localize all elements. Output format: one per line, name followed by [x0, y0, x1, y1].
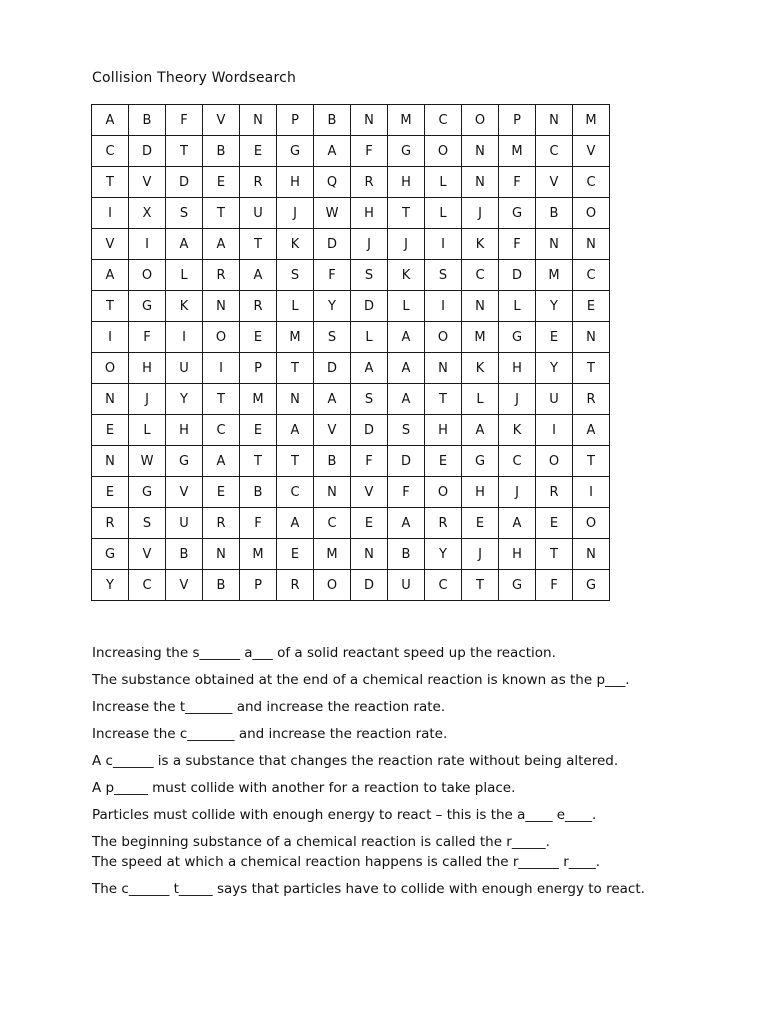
clue-list — [92, 644, 692, 907]
grid-cell: F — [351, 136, 388, 167]
clue-item: The c______ t_____ says that particles have to collide with enough energy to react. — [92, 881, 645, 897]
grid-cell: L — [425, 198, 462, 229]
clue-item: The substance obtained at the end of a chemical reaction is known as the p___. — [92, 672, 630, 688]
grid-row — [92, 167, 610, 198]
grid-cell: J — [499, 384, 536, 415]
grid-cell: L — [462, 384, 499, 415]
grid-cell: F — [129, 322, 166, 353]
grid-cell: N — [240, 105, 277, 136]
grid-cell: R — [425, 508, 462, 539]
grid-cell: I — [425, 229, 462, 260]
grid-cell: I — [166, 322, 203, 353]
grid-cell: R — [92, 508, 129, 539]
clue-item: Increase the c_______ and increase the reaction rate. — [92, 726, 448, 742]
grid-cell: G — [499, 198, 536, 229]
grid-row — [92, 136, 610, 167]
grid-cell: I — [129, 229, 166, 260]
grid-cell: G — [573, 570, 610, 601]
grid-cell: J — [499, 477, 536, 508]
grid-cell: E — [240, 322, 277, 353]
grid-cell: M — [536, 260, 573, 291]
grid-cell: N — [203, 291, 240, 322]
grid-cell: D — [314, 353, 351, 384]
grid-cell: A — [573, 415, 610, 446]
grid-row — [92, 229, 610, 260]
grid-cell: K — [462, 229, 499, 260]
grid-cell: E — [203, 477, 240, 508]
grid-cell: C — [499, 446, 536, 477]
clue-item: The speed at which a chemical reaction happens is called the r______ r____. — [92, 854, 601, 870]
grid-cell: A — [388, 384, 425, 415]
grid-cell: D — [499, 260, 536, 291]
grid-cell: D — [129, 136, 166, 167]
grid-cell: N — [277, 384, 314, 415]
grid-cell: H — [166, 415, 203, 446]
grid-cell: I — [425, 291, 462, 322]
grid-cell: K — [388, 260, 425, 291]
grid-cell: O — [425, 322, 462, 353]
grid-cell: L — [425, 167, 462, 198]
grid-cell: N — [536, 105, 573, 136]
grid-cell: O — [425, 477, 462, 508]
grid-cell: V — [351, 477, 388, 508]
grid-cell: I — [573, 477, 610, 508]
grid-cell: L — [277, 291, 314, 322]
grid-cell: F — [240, 508, 277, 539]
grid-cell: V — [573, 136, 610, 167]
grid-cell: E — [573, 291, 610, 322]
grid-cell: B — [388, 539, 425, 570]
grid-cell: O — [92, 353, 129, 384]
grid-cell: J — [351, 229, 388, 260]
grid-cell: T — [573, 353, 610, 384]
grid-cell: N — [92, 446, 129, 477]
grid-cell: B — [314, 105, 351, 136]
grid-cell: D — [314, 229, 351, 260]
grid-cell: S — [425, 260, 462, 291]
grid-cell: H — [425, 415, 462, 446]
grid-cell: R — [277, 570, 314, 601]
grid-cell: E — [351, 508, 388, 539]
grid-cell: T — [240, 446, 277, 477]
grid-cell: H — [499, 539, 536, 570]
grid-cell: M — [240, 539, 277, 570]
grid-cell: G — [129, 291, 166, 322]
grid-cell: L — [388, 291, 425, 322]
grid-cell: S — [129, 508, 166, 539]
grid-cell: A — [351, 353, 388, 384]
grid-cell: E — [203, 167, 240, 198]
grid-cell: O — [536, 446, 573, 477]
grid-row — [92, 353, 610, 384]
grid-cell: F — [388, 477, 425, 508]
grid-cell: W — [314, 198, 351, 229]
grid-cell: L — [351, 322, 388, 353]
grid-cell: R — [240, 291, 277, 322]
grid-row — [92, 291, 610, 322]
grid-cell: P — [240, 353, 277, 384]
grid-cell: E — [92, 415, 129, 446]
grid-cell: N — [462, 291, 499, 322]
grid-cell: T — [240, 229, 277, 260]
grid-cell: N — [462, 136, 499, 167]
grid-cell: C — [425, 105, 462, 136]
grid-cell: M — [240, 384, 277, 415]
grid-cell: E — [536, 508, 573, 539]
grid-cell: M — [277, 322, 314, 353]
grid-cell: H — [462, 477, 499, 508]
grid-cell: D — [166, 167, 203, 198]
grid-cell: B — [314, 446, 351, 477]
grid-cell: C — [536, 136, 573, 167]
grid-row — [92, 105, 610, 136]
grid-cell: R — [573, 384, 610, 415]
grid-cell: C — [462, 260, 499, 291]
grid-cell: T — [388, 198, 425, 229]
grid-cell: C — [277, 477, 314, 508]
grid-cell: P — [499, 105, 536, 136]
grid-cell: G — [129, 477, 166, 508]
grid-cell: L — [166, 260, 203, 291]
grid-row — [92, 322, 610, 353]
grid-cell: D — [351, 570, 388, 601]
grid-cell: V — [203, 105, 240, 136]
grid-cell: F — [499, 229, 536, 260]
grid-cell: E — [536, 322, 573, 353]
grid-cell: N — [425, 353, 462, 384]
grid-cell: A — [240, 260, 277, 291]
grid-cell: U — [536, 384, 573, 415]
grid-cell: B — [240, 477, 277, 508]
grid-cell: V — [92, 229, 129, 260]
grid-cell: A — [499, 508, 536, 539]
grid-row — [92, 415, 610, 446]
grid-cell: N — [351, 105, 388, 136]
grid-cell: Y — [314, 291, 351, 322]
grid-cell: T — [166, 136, 203, 167]
grid-cell: A — [92, 260, 129, 291]
grid-cell: I — [536, 415, 573, 446]
grid-cell: G — [166, 446, 203, 477]
grid-cell: M — [499, 136, 536, 167]
grid-cell: O — [314, 570, 351, 601]
grid-cell: A — [277, 415, 314, 446]
grid-row — [92, 477, 610, 508]
grid-cell: B — [166, 539, 203, 570]
grid-cell: C — [573, 260, 610, 291]
grid-cell: A — [388, 508, 425, 539]
grid-cell: T — [203, 198, 240, 229]
wordsearch-grid — [91, 104, 610, 601]
grid-cell: N — [573, 322, 610, 353]
grid-cell: F — [314, 260, 351, 291]
grid-cell: M — [573, 105, 610, 136]
grid-cell: O — [129, 260, 166, 291]
grid-cell: E — [92, 477, 129, 508]
grid-cell: Y — [425, 539, 462, 570]
grid-cell: N — [573, 539, 610, 570]
grid-cell: N — [203, 539, 240, 570]
grid-cell: V — [536, 167, 573, 198]
grid-cell: I — [92, 322, 129, 353]
grid-cell: D — [351, 291, 388, 322]
page-title: Collision Theory Wordsearch — [92, 70, 297, 86]
clue-item: A p_____ must collide with another for a reaction to take place. — [92, 780, 516, 796]
grid-cell: M — [388, 105, 425, 136]
grid-cell: A — [388, 353, 425, 384]
grid-cell: S — [166, 198, 203, 229]
grid-cell: J — [462, 198, 499, 229]
grid-cell: B — [203, 136, 240, 167]
grid-cell: N — [314, 477, 351, 508]
grid-cell: A — [314, 384, 351, 415]
grid-cell: A — [92, 105, 129, 136]
grid-cell: U — [388, 570, 425, 601]
clue-item: The beginning substance of a chemical reaction is called the r_____. — [92, 834, 550, 850]
grid-row — [92, 539, 610, 570]
grid-cell: F — [536, 570, 573, 601]
grid-cell: E — [462, 508, 499, 539]
grid-cell: X — [129, 198, 166, 229]
clue-item: A c______ is a substance that changes the reaction rate without being altered. — [92, 753, 619, 769]
grid-cell: H — [499, 353, 536, 384]
grid-cell: E — [277, 539, 314, 570]
grid-cell: O — [425, 136, 462, 167]
grid-cell: C — [314, 508, 351, 539]
grid-cell: H — [351, 198, 388, 229]
grid-cell: P — [277, 105, 314, 136]
grid-cell: M — [462, 322, 499, 353]
grid-cell: N — [351, 539, 388, 570]
grid-row — [92, 570, 610, 601]
grid-row — [92, 260, 610, 291]
grid-cell: U — [166, 353, 203, 384]
grid-cell: U — [240, 198, 277, 229]
grid-cell: S — [277, 260, 314, 291]
grid-cell: R — [203, 508, 240, 539]
grid-cell: B — [203, 570, 240, 601]
grid-cell: R — [536, 477, 573, 508]
grid-cell: C — [573, 167, 610, 198]
grid-cell: S — [351, 384, 388, 415]
grid-cell: B — [536, 198, 573, 229]
grid-cell: Y — [92, 570, 129, 601]
grid-cell: G — [462, 446, 499, 477]
grid-cell: F — [499, 167, 536, 198]
clue-item: Increasing the s______ a___ of a solid reactant speed up the reaction. — [92, 645, 556, 661]
grid-cell: G — [388, 136, 425, 167]
grid-cell: T — [92, 167, 129, 198]
grid-cell: N — [92, 384, 129, 415]
grid-cell: P — [240, 570, 277, 601]
grid-cell: K — [277, 229, 314, 260]
grid-cell: R — [351, 167, 388, 198]
grid-cell: T — [573, 446, 610, 477]
grid-cell: E — [425, 446, 462, 477]
grid-cell: H — [129, 353, 166, 384]
grid-cell: C — [203, 415, 240, 446]
grid-row — [92, 446, 610, 477]
grid-cell: W — [129, 446, 166, 477]
grid-cell: G — [277, 136, 314, 167]
grid-cell: F — [351, 446, 388, 477]
grid-cell: A — [462, 415, 499, 446]
grid-cell: S — [388, 415, 425, 446]
grid-cell: M — [314, 539, 351, 570]
grid-cell: N — [536, 229, 573, 260]
grid-cell: I — [92, 198, 129, 229]
grid-cell: H — [388, 167, 425, 198]
grid-cell: K — [499, 415, 536, 446]
grid-cell: C — [92, 136, 129, 167]
grid-cell: A — [203, 229, 240, 260]
grid-row — [92, 198, 610, 229]
grid-cell: V — [166, 477, 203, 508]
grid-cell: O — [573, 198, 610, 229]
clue-item: Particles must collide with enough energy to react – this is the a____ e____. — [92, 807, 597, 823]
grid-cell: R — [240, 167, 277, 198]
grid-cell: B — [129, 105, 166, 136]
grid-cell: C — [129, 570, 166, 601]
grid-cell: V — [129, 539, 166, 570]
grid-cell: T — [425, 384, 462, 415]
grid-cell: K — [462, 353, 499, 384]
grid-cell: N — [462, 167, 499, 198]
grid-cell: J — [129, 384, 166, 415]
grid-cell: J — [462, 539, 499, 570]
grid-cell: Q — [314, 167, 351, 198]
clue-item: Increase the t_______ and increase the reaction rate. — [92, 699, 446, 715]
grid-cell: Y — [166, 384, 203, 415]
grid-cell: T — [536, 539, 573, 570]
grid-cell: O — [462, 105, 499, 136]
grid-cell: O — [573, 508, 610, 539]
grid-cell: L — [129, 415, 166, 446]
grid-cell: G — [92, 539, 129, 570]
grid-cell: E — [240, 136, 277, 167]
grid-cell: S — [314, 322, 351, 353]
grid-cell: T — [277, 353, 314, 384]
grid-cell: C — [425, 570, 462, 601]
grid-cell: Y — [536, 353, 573, 384]
grid-cell: T — [203, 384, 240, 415]
grid-cell: G — [499, 322, 536, 353]
grid-cell: V — [129, 167, 166, 198]
grid-cell: L — [499, 291, 536, 322]
grid-cell: D — [388, 446, 425, 477]
grid-cell: R — [203, 260, 240, 291]
grid-cell: N — [573, 229, 610, 260]
grid-cell: V — [314, 415, 351, 446]
grid-cell: K — [166, 291, 203, 322]
grid-cell: J — [277, 198, 314, 229]
grid-cell: U — [166, 508, 203, 539]
grid-cell: A — [314, 136, 351, 167]
grid-cell: S — [351, 260, 388, 291]
grid-cell: F — [166, 105, 203, 136]
grid-cell: D — [351, 415, 388, 446]
grid-cell: A — [203, 446, 240, 477]
grid-cell: A — [388, 322, 425, 353]
grid-cell: T — [277, 446, 314, 477]
grid-cell: Y — [536, 291, 573, 322]
grid-cell: A — [277, 508, 314, 539]
grid-row — [92, 384, 610, 415]
grid-row — [92, 508, 610, 539]
grid-cell: G — [499, 570, 536, 601]
grid-cell: V — [166, 570, 203, 601]
grid-cell: T — [462, 570, 499, 601]
grid-cell: T — [92, 291, 129, 322]
grid-cell: I — [203, 353, 240, 384]
grid-cell: O — [203, 322, 240, 353]
grid-cell: J — [388, 229, 425, 260]
grid-cell: H — [277, 167, 314, 198]
grid-cell: E — [240, 415, 277, 446]
grid-cell: A — [166, 229, 203, 260]
